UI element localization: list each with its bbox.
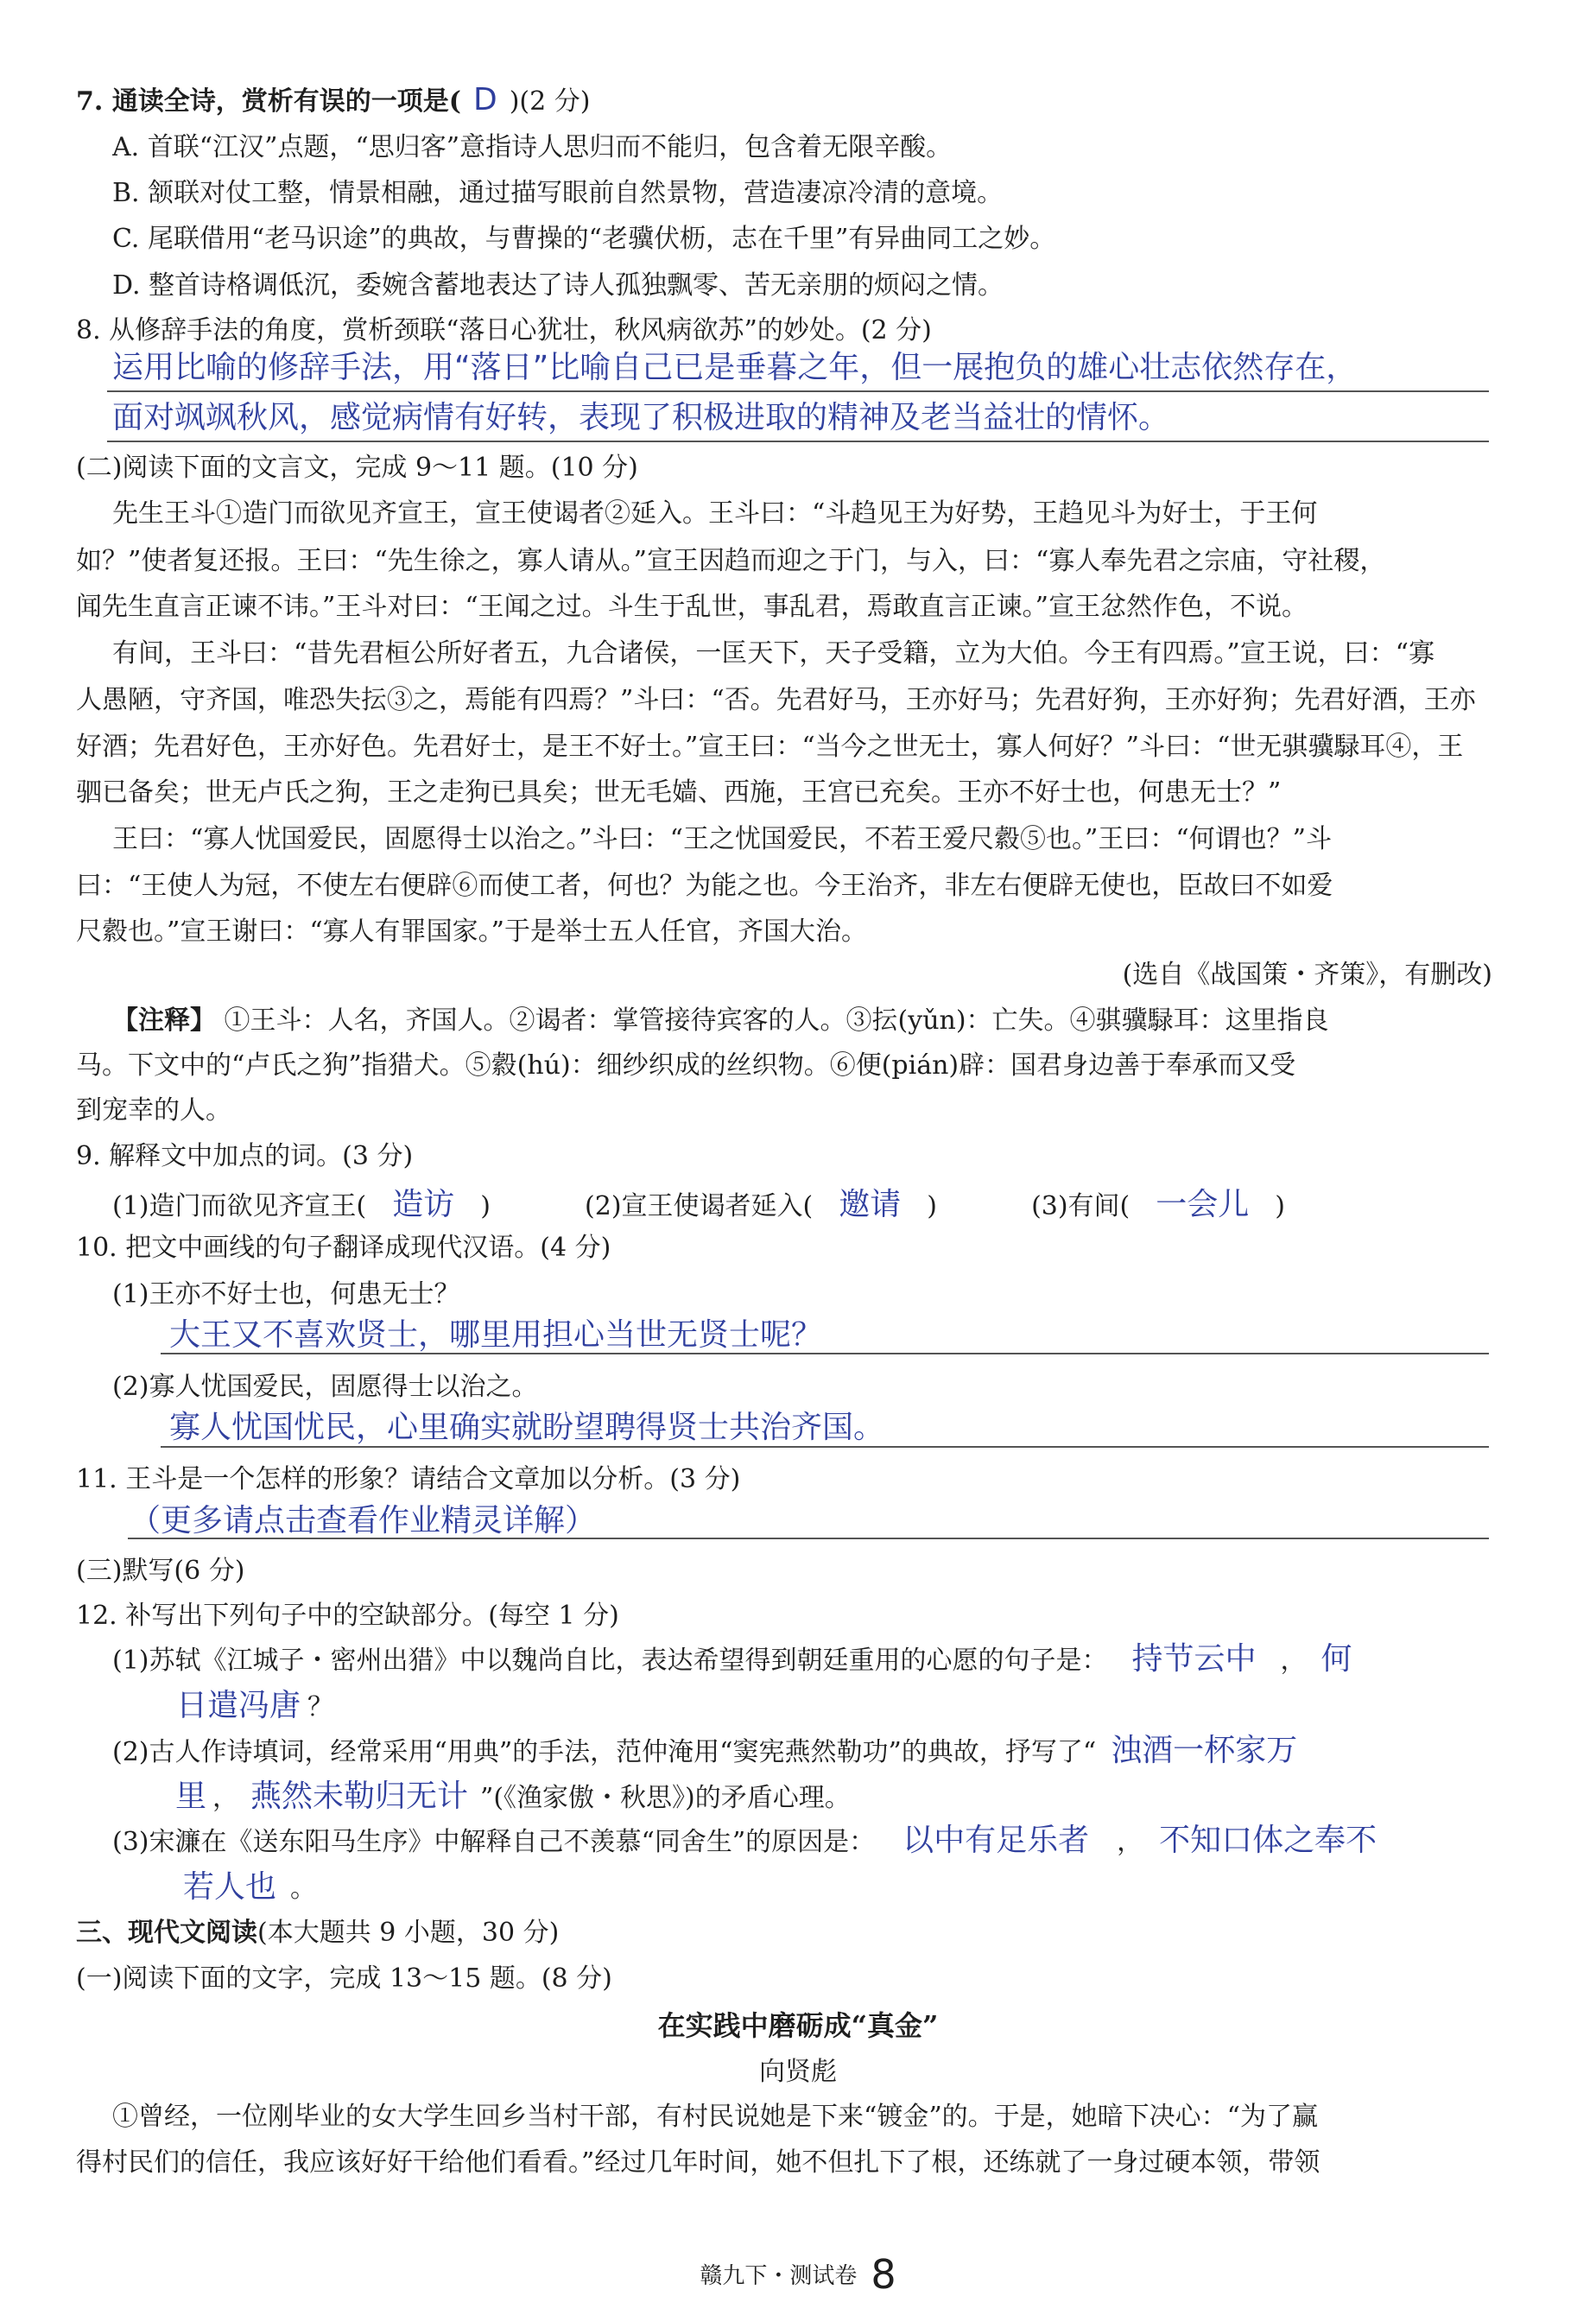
- q9-item-2-answer: 邀请: [839, 1187, 902, 1222]
- q12-s1-answer-2b: 日遣冯唐: [169, 1684, 307, 1728]
- q12-s1-answer-2a: 何: [1307, 1638, 1367, 1681]
- q8-answer-line-2: 面对飒飒秋风，感觉病情有好转，表现了积极进取的精神及老当益壮的情怀。: [112, 400, 1170, 435]
- page-number: 8: [871, 2251, 896, 2298]
- q7-option-d: D. 整首诗格调低沉，委婉含蓄地表达了诗人孤独飘零、苦无亲朋的烦闷之情。: [112, 270, 1004, 301]
- q12-s3-line-2: [169, 1866, 1586, 1909]
- passage-line-9: 曰：“王使人为冠，不使左右便辟⑥而使工者，何也？为能之也。今王治齐，非左右便辟无使也，臣故曰不如爱: [76, 871, 1333, 901]
- article-para-line-2: 得村民们的信任，我应该好好干给他们看看。”经过几年时间，她不但扎下了根，还练就了一身过硬本领，带领: [76, 2147, 1320, 2178]
- section3-heading: (三)默写(6 分): [76, 1556, 245, 1586]
- passage-line-10: 尺縠也。”宣王谢曰：“寡人有罪国家。”于是举士五人任官，齐国大治。: [76, 916, 868, 947]
- q12-s1-sep: ，: [1280, 1646, 1307, 1676]
- q9-stem: 9. 解释文中加点的词。(3 分): [76, 1141, 414, 1171]
- q11-answer[interactable]: （更多请点击查看作业精灵详解）: [130, 1503, 597, 1538]
- passage-line-1: 先生王斗①造门而欲见齐宣王，宣王使谒者②延入。王斗曰：“斗趋见王为好势，王趋见斗为好士，于王何: [112, 498, 1318, 529]
- q11-answer-rule: [128, 1538, 1489, 1539]
- q7-stem-text: 7. 通读全诗，赏析有误的一项是(: [76, 86, 461, 117]
- q7-stem: [76, 83, 1492, 119]
- q9-item-1-prefix: (1)造门而欲见齐宣王(: [112, 1191, 367, 1221]
- notes-line-3: 到宠幸的人。: [76, 1095, 231, 1126]
- q8-answer-rule-1: [107, 390, 1489, 392]
- passage-line-7: 驷已备矣；世无卢氏之狗，王之走狗已具矣；世无毛嫱、西施，王宫已充矣。王亦不好士也，何患无士？”: [76, 777, 1282, 808]
- q12-s3-text: (3)宋濂在《送东阳马生序》中解释自己不羡慕“同舍生”的原因是：: [112, 1827, 876, 1857]
- q10-answer-rule-2: [161, 1446, 1489, 1448]
- q7-answer: D: [472, 83, 497, 117]
- q12-s2-line-1: [112, 1729, 1494, 1773]
- part3-heading-line: [76, 1916, 1492, 1950]
- q12-s2-end: ”(《渔家傲・秋思》)的矛盾心理。: [480, 1783, 851, 1813]
- q10-sub-2: (2)寡人忧国爱民，固愿得士以治之。: [112, 1372, 538, 1402]
- section2-heading: (二)阅读下面的文言文，完成 9～11 题。(10 分): [76, 453, 638, 483]
- q9-item-3-answer: 一会儿: [1156, 1187, 1250, 1222]
- q12-stem: 12. 补写出下列句子中的空缺部分。(每空 1 分): [76, 1601, 619, 1631]
- q7-stem-tail: )(2 分): [509, 86, 591, 117]
- q9-item-1-answer: 造访: [392, 1187, 455, 1222]
- q12-s3-answer-2a: 不知口体之奉不: [1143, 1819, 1393, 1862]
- q8-stem: 8. 从修辞手法的角度，赏析颈联“落日心犹壮，秋风病欲苏”的妙处。(2 分): [76, 315, 932, 346]
- q12-s1-line-2: [169, 1684, 1586, 1728]
- q10-answer-2: 寡人忧国忧民，心里确实就盼望聘得贤士共治齐国。: [169, 1410, 885, 1445]
- notes-line-2: 马。下文中的“卢氏之狗”指猎犬。⑤縠(hú)：细纱织成的丝织物。⑥便(pián)辟：国君身边善于奉承而又受: [76, 1050, 1296, 1081]
- notes-line-1: [112, 1004, 1494, 1038]
- q9-item-2-prefix: (2)宣王使谒者延入(: [585, 1191, 814, 1221]
- q12-s3-sep: ，: [1117, 1827, 1143, 1857]
- passage-line-6: 好酒；先君好色，王亦好色。先君好士，是王不好士。”宣王曰：“当今之世无士，寡人何好？”斗曰：“世无骐骥騄耳④，王: [76, 732, 1464, 762]
- notes-text-1: ①王斗：人名，齐国人。②谒者：掌管接待宾客的人。③抎(yǔn)：亡失。④骐骥騄耳：这里指良: [224, 1005, 1329, 1036]
- q9-item-3-suffix: ): [1275, 1191, 1285, 1221]
- article-title: 在实践中磨砺成“真金”: [657, 2009, 939, 2042]
- q12-s1-answer-1: 持节云中: [1108, 1638, 1281, 1681]
- q12-s1-end: ？: [307, 1692, 333, 1722]
- q12-s1-text: (1)苏轼《江城子・密州出猎》中以魏尚自比，表达希望得到朝廷重用的心愿的句子是：: [112, 1646, 1108, 1676]
- q7-option-c: C. 尾联借用“老马识途”的典故，与曹操的“老骥伏枥，志在千里”有异曲同工之妙。: [112, 224, 1056, 254]
- q9-item-1-suffix: ): [480, 1191, 491, 1221]
- q12-s3-end: 。: [290, 1874, 316, 1904]
- passage-line-5: 人愚陋，守齐国，唯恐失抎③之，焉能有四焉？”斗曰：“否。先君好马，王亦好马；先君好狗，王亦好狗；先君好酒，王亦: [76, 685, 1476, 715]
- passage-source: (选自《战国策・齐策》，有删改): [1122, 960, 1492, 990]
- q10-stem: 10. 把文中画线的句子翻译成现代汉语。(4 分): [76, 1233, 611, 1263]
- notes-label: 【注释】: [112, 1005, 216, 1036]
- passage-line-8: 王曰：“寡人忧国爱民，固愿得士以治之。”斗曰：“王之忧国爱民，不若王爱尺縠⑤也。”王曰：“何谓也？”斗: [112, 824, 1333, 854]
- passage-line-4: 有间，王斗曰：“昔先君桓公所好者五，九合诸侯，一匡天下，天子受籍，立为大伯。今王有四焉。”宣王说，曰：“寡: [112, 638, 1435, 669]
- article-para-line-1: ①曾经，一位刚毕业的女大学生回乡当村干部，有村民说她是下来“镀金”的。于是，她暗下决心：“为了赢: [112, 2102, 1319, 2132]
- q9-item-3-prefix: (3)有间(: [1031, 1191, 1130, 1221]
- passage-line-2: 如？”使者复还报。王曰：“先生徐之，寡人请从。”宣王因趋而迎之于门，与入，曰：“寡人奉先君之宗庙，守社稷，: [76, 546, 1386, 576]
- part3-sub: (一)阅读下面的文字，完成 13～15 题。(8 分): [76, 1963, 612, 1994]
- q12-s1-line-1: [112, 1638, 1494, 1681]
- q7-option-a: A. 首联“江汉”点题，“思归客”意指诗人思归而不能归，包含着无限辛酸。: [112, 132, 953, 162]
- footer-label: 赣九下・测试卷: [700, 2263, 858, 2289]
- q12-s2-sep: ，: [212, 1783, 238, 1813]
- q12-s2-answer-1a: 浊酒一杯家万: [1096, 1729, 1312, 1773]
- q7-option-b: B. 颔联对仗工整，情景相融，通过描写眼前自然景物，营造凄凉冷清的意境。: [112, 178, 1004, 208]
- q12-s3-answer-1: 以中有足乐者: [875, 1819, 1117, 1862]
- q8-answer-rule-2: [107, 441, 1489, 442]
- q9-items: [112, 1185, 1494, 1225]
- passage-line-3: 闻先生直言正谏不讳。”王斗对曰：“王闻之过。斗生于乱世，事乱君，焉敢直言正谏。”宣王忿然作色，不说。: [76, 592, 1308, 622]
- q12-s2-text: (2)古人作诗填词，经常采用“用典”的手法，范仲淹用“窦宪燕然勒功”的典故，抒写了“: [112, 1737, 1097, 1767]
- q10-sub-1: (1)王亦不好士也，何患无士？: [112, 1279, 460, 1310]
- q10-answer-1: 大王又不喜欢贤士，哪里用担心当世无贤士呢？: [169, 1317, 823, 1353]
- part3-heading-tail: (本大题共 9 小题，30 分): [257, 1918, 560, 1948]
- q10-answer-rule-1: [161, 1353, 1489, 1354]
- q12-s3-answer-2b: 若人也: [169, 1866, 290, 1909]
- q12-s2-answer-1b: 里: [169, 1775, 212, 1818]
- page-footer: [0, 2251, 1596, 2298]
- q11-stem: 11. 王斗是一个怎样的形象？请结合文章加以分析。(3 分): [76, 1464, 741, 1494]
- q12-s3-line-1: [112, 1819, 1494, 1862]
- q8-answer-line-1: 运用比喻的修辞手法，用“落日”比喻自己已是垂暮之年，但一展抱负的雄心壮志依然存在，: [112, 350, 1358, 385]
- q9-item-2-suffix: ): [927, 1191, 937, 1221]
- part3-heading: 三、现代文阅读: [76, 1918, 257, 1948]
- q12-s2-line-2: [169, 1775, 1586, 1818]
- q12-s2-answer-2: 燕然未勒归无计: [238, 1775, 480, 1818]
- article-author: 向贤彪: [759, 2057, 837, 2087]
